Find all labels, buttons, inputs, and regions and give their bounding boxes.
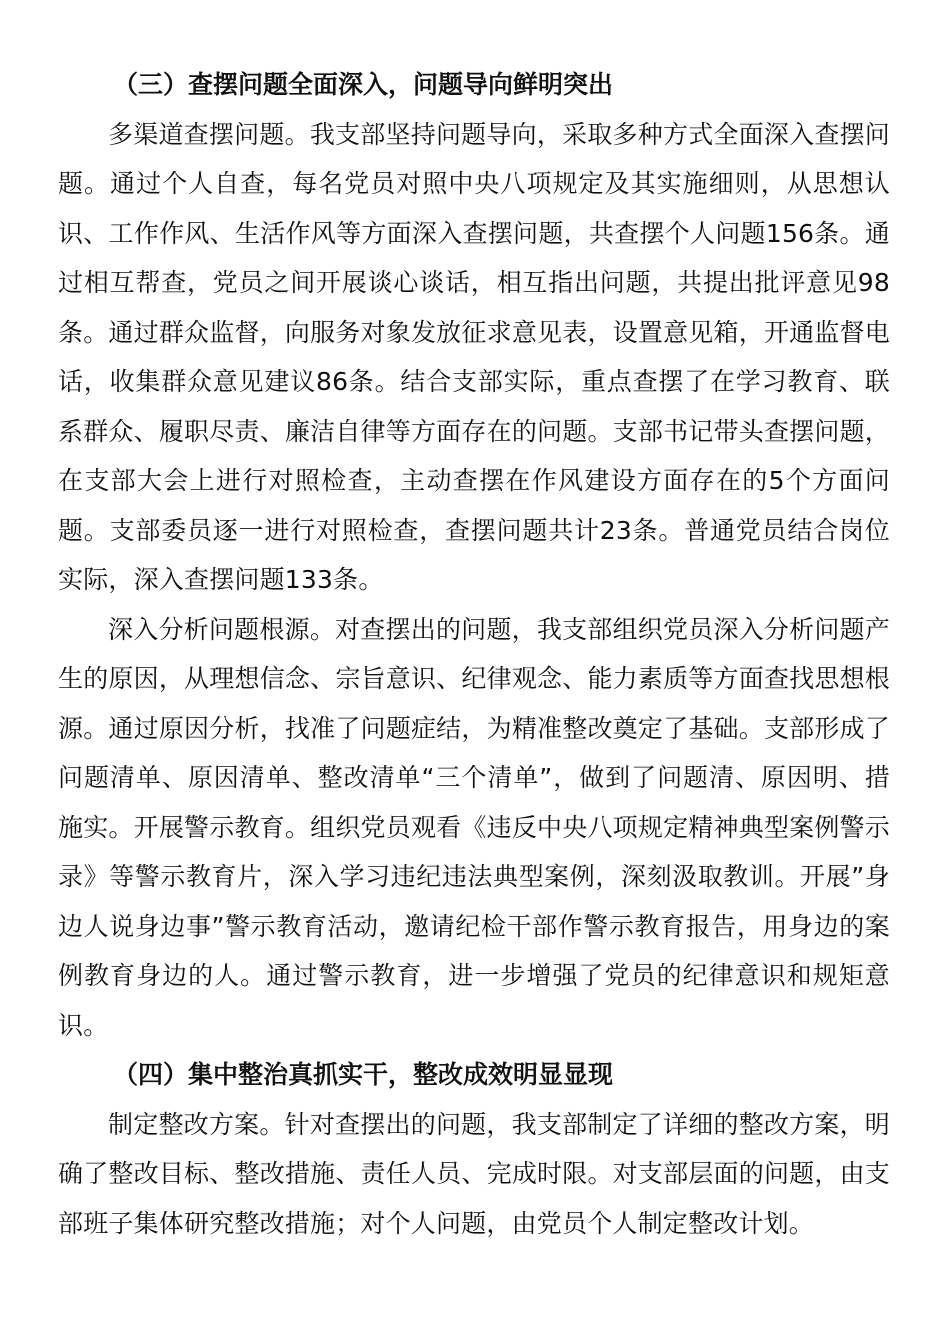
section-4-paragraph-1: 制定整改方案。针对查摆出的问题，我支部制定了详细的整改方案，明确了整改目标、整改措施、责任人员、完成时限。对支部层面的问题，由支部班子集体研究整改措施；对个人问题，由党员个人制定整改计划。	[58, 1109, 890, 1238]
document-page	[58, 60, 890, 1248]
section-3-paragraph-1: 多渠道查摆问题。我支部坚持问题导向，采取多种方式全面深入查摆问题。通过个人自查，每名党员对照中央八项规定及其实施细则，从思想认识、工作作风、生活作风等方面深入查摆问题，共查摆个人问题156条。通过相互帮查，党员之间开展谈心谈话，相互指出问题，共提出批评意见98条。通过群众监督，向服务对象发放征求意见表，设置意见箱，开通监督电话，收集群众意见建议86条。结合支部实际，重点查摆了在学习教育、联系群众、履职尽责、廉洁自律等方面存在的问题。支部书记带头查摆问题，在支部大会上进行对照检查，主动查摆在作风建设方面存在的5个方面问题。支部委员逐一进行对照检查，查摆问题共计23条。普通党员结合岗位实际，深入查摆问题133条。	[58, 119, 890, 594]
section-3-heading: （三）查摆问题全面深入，问题导向鲜明突出	[113, 70, 614, 99]
section-4-heading: （四）集中整治真抓实干，整改成效明显显现	[113, 1060, 614, 1089]
section-3-paragraph-2: 深入分析问题根源。对查摆出的问题，我支部组织党员深入分析问题产生的原因，从理想信念、宗旨意识、纪律观念、能力素质等方面查找思想根源。通过原因分析，找准了问题症结，为精准整改奠定了基础。支部形成了问题清单、原因清单、整改清单“三个清单”，做到了问题清、原因明、措施实。开展警示教育。组织党员观看《违反中央八项规定精神典型案例警示录》等警示教育片，深入学习违纪违法典型案例，深刻汲取教训。开展”身边人说身边事”警示教育活动，邀请纪检干部作警示教育报告，用身边的案例教育身边的人。通过警示教育，进一步增强了党员的纪律意识和规矩意识。	[58, 614, 890, 1040]
